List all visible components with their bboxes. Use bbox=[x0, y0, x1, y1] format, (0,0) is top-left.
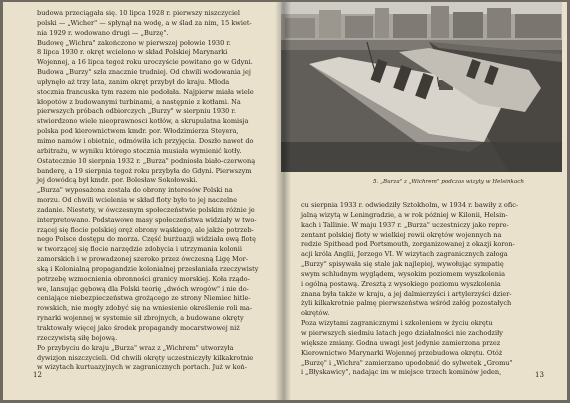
text-line: kłopotów z budowanymi turbinami, a następnie z kotłami. Na bbox=[37, 97, 241, 106]
text-line: stocznia francuska tym razem nie podołała. Najpierw miała wiele bbox=[37, 87, 254, 96]
text-line: znana była także w kraju, a jej dalmierzyści i artylerzyści dzier- bbox=[301, 289, 512, 298]
text-line: i ogólną postawą. Zresztą z wysokiego poziomu wyszkolenia bbox=[301, 279, 501, 288]
text-line: Po przybyciu do kraju „Burza" wraz z „Wichrem" utworzyła bbox=[37, 343, 234, 352]
text-line: traktowały więcej jako środek propagandy mocarstwowej niż bbox=[37, 324, 240, 332]
text-line: Poza wizytami zagranicznymi i szkoleniem w życiu okrętu bbox=[301, 319, 493, 328]
left-page-number: 12 bbox=[33, 371, 42, 379]
text-line: morzu. Od chwili wcielenia w skład floty było to jej naczelne bbox=[37, 196, 238, 205]
text-line: budowa przeciągała się. 10 lipca 1928 r. pierwszy niszczyciel bbox=[37, 9, 241, 17]
text-line: upłynęło aż trzy lata, zanim okręt przybył do kraju. Młoda bbox=[37, 77, 230, 86]
left-page-text bbox=[37, 9, 275, 373]
text-line: cu sierpnia 1933 r. odwiedziły Sztokholm, w 1934 r. bawiły z ofic- bbox=[301, 201, 519, 209]
text-line: „Burzy" spisywała się stale jak najlepiej, wywołując sympatię bbox=[301, 260, 504, 269]
right-page bbox=[281, 2, 567, 400]
text-line: pierwszych próbach odbiorczych „Burzy" w sierpniu 1930 r. bbox=[37, 107, 236, 116]
text-line: rzeczywistą siłę bojową. bbox=[37, 333, 118, 342]
warship-photo-drawing bbox=[281, 2, 562, 172]
text-line: arbitrażu, w wyniku którego stocznia musiała wymienić kotły. bbox=[37, 146, 242, 155]
text-line: Wojennej, a 16 lipca tegoż roku uroczyście powitano go w Gdyni. bbox=[37, 58, 253, 67]
text-line: „Burza" wyposażona została do obrony interesów Polski na bbox=[37, 186, 233, 195]
text-line: żyli kilkakrotnie palmę pierwszeństwa wśród załóg pozostałych bbox=[301, 299, 512, 308]
text-line: stwierdzono wiele nieoprawnosci kotłów, a skrupulatna komisja bbox=[37, 117, 249, 126]
text-line: „Burzę" i „Wichra" zamierzano upodobnić do sylwetek „Gromu" bbox=[301, 358, 513, 367]
text-line: polski — „Wicher" — spłynął na wodę, a w ślad za nim, 15 kwiet- bbox=[37, 18, 252, 27]
text-line: Ostatecznie 10 sierpnia 1932 r. „Burza" podniosła biało-czerwoną bbox=[37, 156, 256, 165]
left-page bbox=[3, 2, 281, 400]
text-line: polska pod kierownictwem kmdr. por. Włodzimierza Steyera, bbox=[37, 127, 239, 136]
text-line: we, lansując gębową dla Polski teorię „dwóch wrogów" i nie do- bbox=[37, 284, 249, 293]
text-line: nego Polsce dostępu do morza. Część burżuazji widziała ową flotę bbox=[37, 235, 256, 244]
right-page-text bbox=[301, 201, 545, 378]
text-line: i „Błyskawicy", nadając im w miejsce trzech kominów jeden, bbox=[301, 368, 502, 377]
photo-caption: 5. „Burza" z „Wichrem" podczas wizyty w Helsinkach bbox=[373, 179, 525, 185]
text-line: zamorskich i w prowadzonej szeroko przez ówczesną Ligę Mor- bbox=[37, 255, 249, 264]
text-line: dywizjon niszczycieli. Od chwili okręty uczestniczyły kilkakrotnie bbox=[37, 353, 254, 362]
text-line: w tworzącej się flocie narzędzie zdobycia i utrzymania kolonii bbox=[37, 245, 242, 254]
text-line: interpretowano. Podstawowe masy społeczeństwa widziały w two- bbox=[37, 215, 257, 224]
text-line: rzącej się flocie polskiej oręż obrony wąskiego, ale jakże potrzeb- bbox=[37, 225, 254, 234]
text-line: mimo namów i obietnic, odmówiła ich przyjęcia. Doszło nawet do bbox=[37, 136, 254, 145]
warship-photo bbox=[281, 2, 562, 172]
text-line: nia 1929 r. wodowano drugi — „Burzę". bbox=[37, 28, 169, 37]
text-line: rowskich, nie mogły zdobyć się na wniesienie określenie roli ma- bbox=[37, 304, 253, 313]
text-line: Budowę „Wichra" zakończono w pierwszej połowie 1930 r. bbox=[37, 38, 231, 47]
text-line: w wizytach kurtuazyjnych w zagranicznych portach. Już w koń- bbox=[37, 363, 247, 372]
text-line: banderę, a 19 sierpnia tegoż roku przybyła do Gdyni. Pierwszym bbox=[37, 166, 252, 175]
text-line: kach i Tallinie. W maju 1937 r. „Burza" uczestniczy jako repre- bbox=[301, 220, 509, 229]
right-page-number: 13 bbox=[535, 371, 544, 379]
text-line: 8 lipca 1930 r. okręt wcielono w skład Polskiej Marynarki bbox=[37, 48, 228, 57]
text-line: acji króla Anglii, Jerzego VI. W wizytach zagranicznych załoga bbox=[301, 250, 508, 259]
text-line: ceniające niebezpieczeństwa grożącego ze strony Niemiec hitle- bbox=[37, 294, 251, 303]
text-line: zadanie. Niestety, w ówczesnym społeczeństwie polskim różnie je bbox=[37, 205, 255, 214]
text-line: jej dowódcą był kmdr. por. Bolesław Sokołowski. bbox=[37, 176, 198, 185]
text-line: większe zmiany. Godna uwagi jest jedynie zamierzona przez bbox=[301, 338, 501, 347]
text-line: potrzebę wzmocnienia obronności granicy morskiej. Koła rządo- bbox=[37, 274, 250, 283]
text-line: swym schludnym wyglądem, wysokim poziomem wyszkolenia bbox=[301, 269, 505, 278]
text-line: w pierwszych siedmiu latach jego działalności nie zachodziły bbox=[301, 328, 503, 337]
text-line: redzie Spithead pod Portsmouth, zorganizowanej z okazji koron- bbox=[301, 240, 515, 249]
text-line: Kierownictwo Marynarki Wojennej przebudowa okrętu. Otóż bbox=[301, 348, 503, 357]
text-line: zentant polskiej floty w wielkiej rewii okrętów wojennych na bbox=[301, 230, 502, 239]
text-line: rynarki wojennej w systemie sił zbrojnych, a budowane okręty bbox=[37, 314, 244, 323]
text-line: jalną wizytą w Leningradzie, a w rok później w Kilonii, Helsin- bbox=[301, 210, 508, 219]
text-line: ską i Kolonialną propagandzie kolonialnej przesłaniała rzeczywisty bbox=[37, 264, 259, 273]
text-line: Budowa „Burzy" szła znacznie trudniej. Od chwili wodowania jej bbox=[37, 68, 251, 77]
text-line: okrętów. bbox=[301, 309, 330, 318]
